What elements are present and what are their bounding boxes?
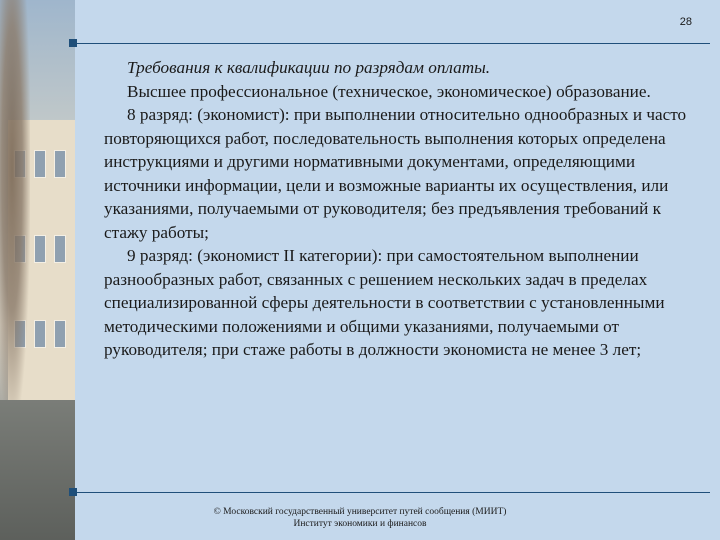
street-ground <box>0 400 75 540</box>
paragraph-grade-9: 9 разряд: (экономист II категории): при самостоятельном выполнении разнообразных работ, связанных с решением нескольких задач в пределах специализированной сферы деятельности в соответствии с установленными методическими положениями и общими указаниями, получаемыми от руководителя; при стаже работы в должности экономиста не менее 3 лет; <box>104 246 665 359</box>
paragraph-grade-8: 8 разряд: (экономист): при выполнении относительно однообразных и часто повторяющихся работ, последовательность выполнения которых определена инструкциями и другими нормативными документами, определяющими источники информации, цели и возможные варианты их осуществления, или указаниями, получаемыми от руководителя; без предъявления требований к стажу работы; <box>104 105 687 242</box>
top-divider <box>75 43 710 44</box>
window <box>34 235 46 263</box>
tree-foliage <box>0 0 30 420</box>
slide-body <box>104 56 694 362</box>
footer-institute: Институт экономики и финансов <box>293 519 427 529</box>
paragraph-education: Высшее профессиональное (техническое, экономическое) образование. <box>127 81 651 101</box>
slide-heading: Требования к квалификации по разрядам оплаты. <box>127 58 491 77</box>
window <box>34 320 46 348</box>
window <box>54 320 66 348</box>
footer <box>160 506 560 530</box>
window <box>34 150 46 178</box>
window <box>54 150 66 178</box>
window <box>54 235 66 263</box>
page-number: 28 <box>679 16 692 28</box>
bottom-divider <box>75 492 710 493</box>
footer-copyright: © Московский государственный университет путей сообщения (МИИТ) <box>213 507 507 517</box>
building-photo <box>0 0 75 540</box>
